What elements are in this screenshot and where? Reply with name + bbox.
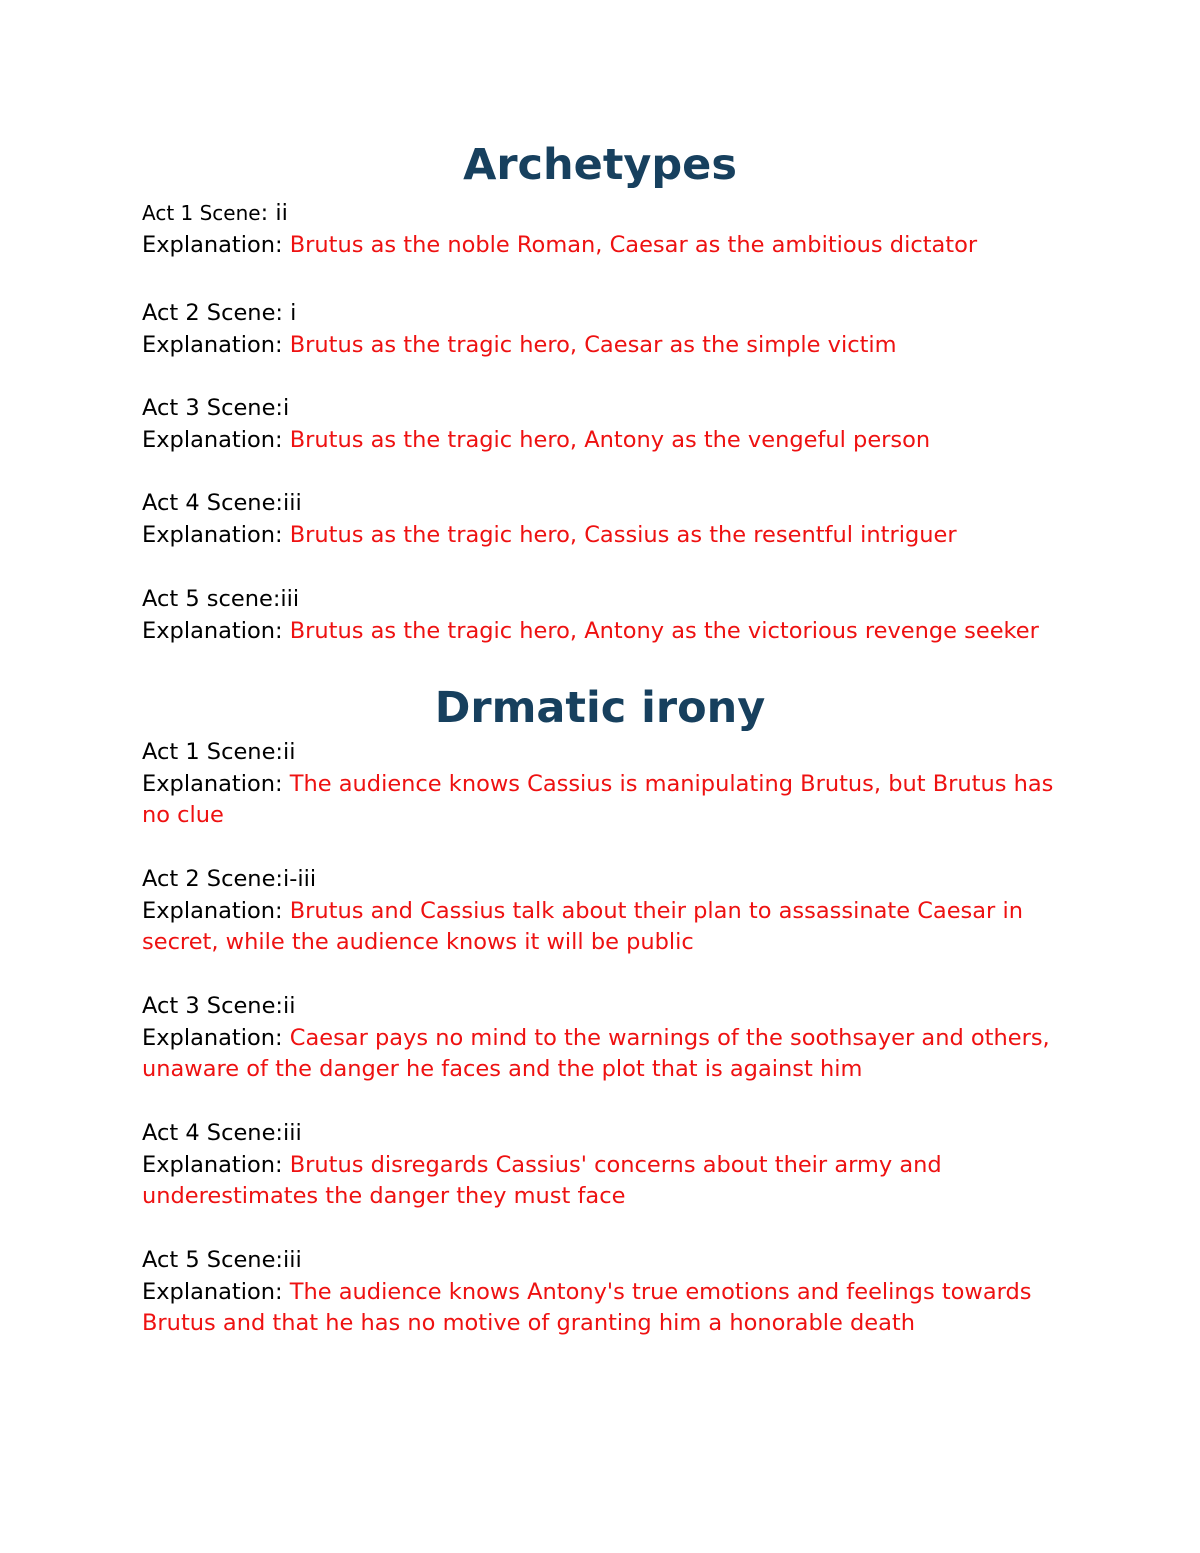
irony-entry bbox=[142, 1118, 1072, 1213]
explanation-label: Explanation: bbox=[142, 1151, 290, 1178]
irony-entry bbox=[142, 991, 1072, 1086]
scene-label: Act 2 Scene:i-iii bbox=[142, 866, 317, 892]
explanation bbox=[142, 230, 1072, 262]
scene-label: Act 4 Scene:iii bbox=[142, 1120, 302, 1146]
explanation-label: Explanation: bbox=[142, 617, 290, 644]
explanation bbox=[142, 1023, 1072, 1086]
explanation-label: Explanation: bbox=[142, 521, 290, 548]
irony-entry bbox=[142, 1245, 1072, 1340]
explanation bbox=[142, 1277, 1072, 1340]
explanation-label: Explanation: bbox=[142, 231, 290, 258]
explanation bbox=[142, 1150, 1072, 1213]
archetype-entry bbox=[142, 198, 1072, 261]
explanation-label: Explanation: bbox=[142, 897, 290, 924]
explanation-label: Explanation: bbox=[142, 331, 290, 358]
explanation bbox=[142, 616, 1072, 648]
section-title-archetypes: Archetypes bbox=[463, 140, 737, 190]
explanation-text: The audience knows Antony's true emotions and feelings towards Brutus and that he has no motive of granting him a honorable death bbox=[142, 1278, 1032, 1336]
irony-entry bbox=[142, 737, 1072, 832]
explanation-text: Brutus and Cassius talk about their plan to assassinate Caesar in secret, while the audience knows it will be public bbox=[142, 897, 1023, 955]
explanation-label: Explanation: bbox=[142, 1278, 290, 1305]
scene-label: Act 3 Scene:i bbox=[142, 395, 290, 421]
explanation-text: Brutus as the tragic hero, Antony as the vengeful person bbox=[289, 426, 931, 453]
explanation-text: Brutus disregards Cassius' concerns about their army and underestimates the danger they must face bbox=[142, 1151, 942, 1209]
archetype-entry bbox=[142, 584, 1072, 647]
section-title-dramatic-irony: Drmatic irony bbox=[434, 683, 766, 733]
explanation bbox=[142, 330, 1072, 362]
explanation bbox=[142, 896, 1072, 959]
scene-label bbox=[142, 198, 1072, 230]
explanation-text: Brutus as the tragic hero, Antony as the victorious revenge seeker bbox=[289, 617, 1039, 644]
scene-label: Act 1 Scene:ii bbox=[142, 739, 296, 765]
archetype-entry bbox=[142, 488, 1072, 551]
scene-label: Act 2 Scene: i bbox=[142, 300, 297, 326]
explanation bbox=[142, 425, 1072, 457]
explanation-label: Explanation: bbox=[142, 1024, 290, 1051]
explanation-text: Brutus as the noble Roman, Caesar as the ambitious dictator bbox=[289, 231, 978, 258]
scene-label: Act 4 Scene:iii bbox=[142, 490, 302, 516]
irony-entry bbox=[142, 864, 1072, 959]
scene-label: Act 5 scene:iii bbox=[142, 586, 300, 612]
explanation-label: Explanation: bbox=[142, 770, 290, 797]
explanation-text: The audience knows Cassius is manipulating Brutus, but Brutus has no clue bbox=[142, 770, 1054, 828]
archetype-entry bbox=[142, 298, 1072, 361]
explanation bbox=[142, 769, 1072, 832]
scene-prefix: Act 1 Scene bbox=[142, 201, 261, 225]
explanation-text: Brutus as the tragic hero, Caesar as the simple victim bbox=[289, 331, 897, 358]
scene-label: Act 3 Scene:ii bbox=[142, 993, 296, 1019]
archetype-entry bbox=[142, 393, 1072, 456]
scene-value: : ii bbox=[260, 200, 288, 226]
explanation-text: Caesar pays no mind to the warnings of the soothsayer and others, unaware of the danger he faces and the plot that is against him bbox=[142, 1024, 1050, 1082]
scene-label: Act 5 Scene:iii bbox=[142, 1247, 302, 1273]
explanation-label: Explanation: bbox=[142, 426, 290, 453]
explanation bbox=[142, 520, 1072, 552]
explanation-text: Brutus as the tragic hero, Cassius as the resentful intriguer bbox=[289, 521, 957, 548]
